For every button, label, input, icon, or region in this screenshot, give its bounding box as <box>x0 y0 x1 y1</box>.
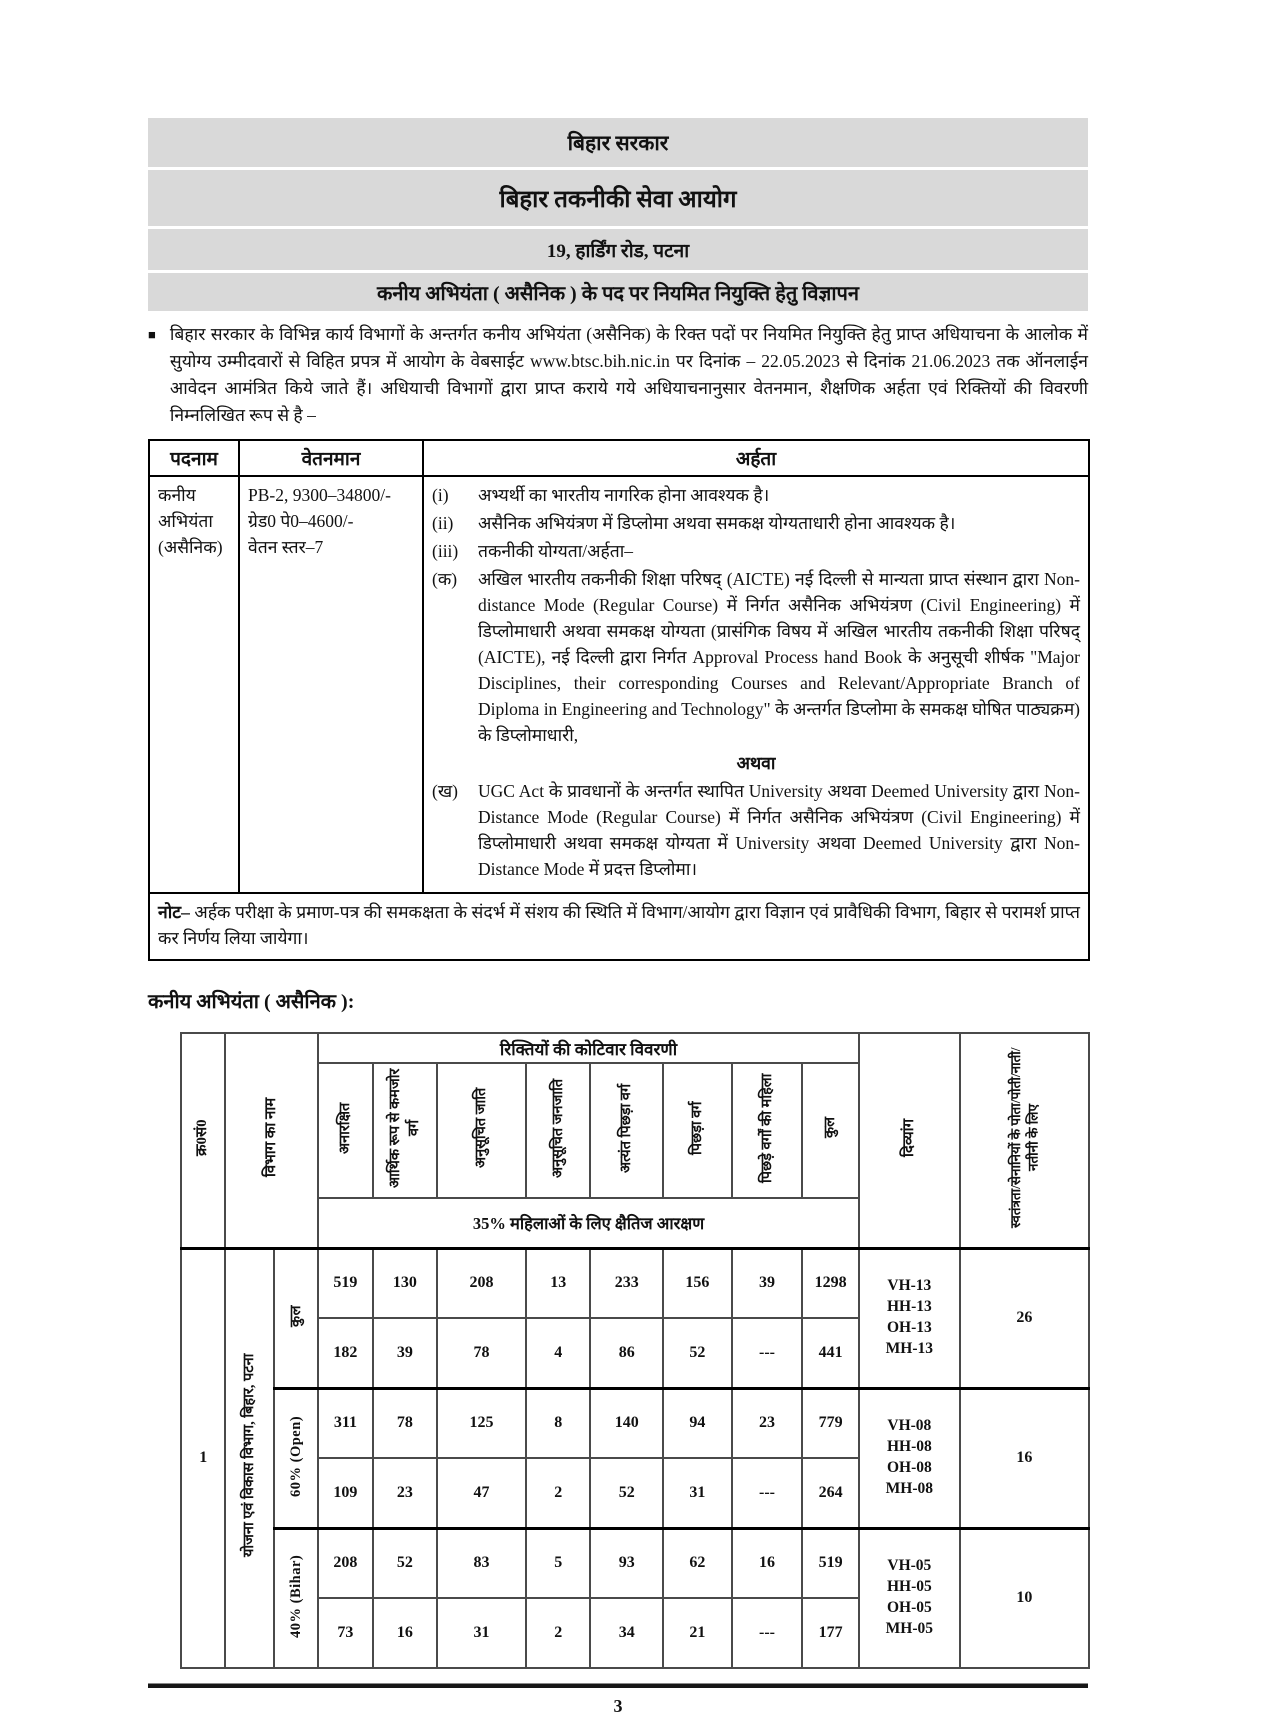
vacancy-cell: 47 <box>437 1458 526 1528</box>
item-text: UGC Act के प्रावधानों के अन्तर्गत स्थापित University अथवा Deemed University द्वारा Non-Distance Mode (Regular Course) में निर्गत असैनिक अभियंत्रण (Civil Engineering) में डिप्लोमाधारी अथवा समकक्ष योग्यता में University अथवा Deemed University द्वारा Non-Distance Mode में प्रदत्त डिप्लोमा। <box>478 781 1080 879</box>
serial-column-header: क्र0सं0 <box>181 1033 225 1248</box>
freedom-fighter-column-header: स्वतंत्रता/सेनानियों के पोता/पोती/नाती/नतीनी के लिए <box>960 1033 1089 1248</box>
vacancy-cell: 23 <box>732 1388 803 1458</box>
vacancy-cell: 23 <box>373 1458 438 1528</box>
category-header-ebc: अत्यंत पिछड़ा वर्ग <box>590 1063 663 1198</box>
pay-line: PB-2, 9300–34800/- <box>248 485 391 505</box>
vacancy-cell: 779 <box>802 1388 859 1458</box>
group-label-cell: 60% (Open) <box>274 1388 318 1528</box>
vacancy-cell: 62 <box>663 1528 732 1598</box>
qualification-header-row <box>149 440 1089 476</box>
vacancy-cell: 177 <box>802 1598 859 1668</box>
vacancy-cell: 2 <box>526 1598 591 1668</box>
divyang-cell: VH-08 HH-08 OH-08 MH-08 <box>859 1388 960 1528</box>
column-header-eligibility: अर्हता <box>423 440 1089 476</box>
vacancy-cell: 519 <box>318 1248 372 1318</box>
eligibility-item <box>432 510 1080 536</box>
vacancy-cell: 94 <box>663 1388 732 1458</box>
intro-section <box>148 321 1088 429</box>
department-cell: योजना एवं विकास विभाग, बिहार, पटना <box>225 1248 273 1668</box>
eligibility-item <box>432 482 1080 508</box>
item-label: (iii) <box>432 541 459 561</box>
table-row <box>181 1248 1089 1318</box>
note-label: नोट– <box>158 902 190 922</box>
or-separator: अथवा <box>736 753 776 773</box>
column-header-pay: वेतनमान <box>239 440 423 476</box>
item-label: (क) <box>432 569 458 589</box>
note-text: अर्हक परीक्षा के प्रमाण-पत्र की समकक्षता के संदर्भ में संशय की स्थिति में विभाग/आयोग द्वारा विज्ञान एवं प्रावैधिकी विभाग, बिहार से परामर्श प्राप्त कर निर्णय लिया जायेगा। <box>158 902 1080 948</box>
vacancy-cell: 182 <box>318 1318 372 1388</box>
vacancy-header-row-1 <box>181 1033 1089 1063</box>
eligibility-cell <box>423 476 1089 893</box>
vacancy-cell: 5 <box>526 1528 591 1598</box>
eligibility-item <box>432 778 1080 882</box>
vacancy-cell: 208 <box>318 1528 372 1598</box>
vacancy-cell: 83 <box>437 1528 526 1598</box>
square-bullet-icon: ■ <box>148 327 156 342</box>
divyang-cell: VH-05 HH-05 OH-05 MH-05 <box>859 1528 960 1668</box>
note-row <box>149 893 1089 960</box>
eligibility-item <box>432 538 1080 564</box>
vacancy-cell: 21 <box>663 1598 732 1668</box>
vacancy-cell: 8 <box>526 1388 591 1458</box>
vacancy-cell: 93 <box>590 1528 663 1598</box>
vacancy-cell: 52 <box>373 1528 438 1598</box>
section-heading: कनीय अभियंता ( असैनिक ): <box>148 991 355 1013</box>
category-header-total: कुल <box>802 1063 859 1198</box>
advertisement-title: कनीय अभियंता ( असैनिक ) के पद पर नियमित नियुक्ति हेतु विज्ञापन <box>148 273 1088 311</box>
commission-title: बिहार तकनीकी सेवा आयोग <box>148 170 1088 226</box>
pay-scale-cell <box>239 476 423 893</box>
vacancy-cell: 16 <box>732 1528 803 1598</box>
vacancy-cell: 73 <box>318 1598 372 1668</box>
intro-paragraph: बिहार सरकार के विभिन्न कार्य विभागों के अन्तर्गत कनीय अभियंता (असैनिक) के रिक्त पदों पर नियमित नियुक्ति हेतु प्राप्त अधियाचना के आलोक में सुयोग्य उम्मीदवारों से विहित प्रपत्र में आयोग के वेबसाईट www.btsc.bih.nic.in पर दिनांक – 22.05.2023 से दिनांक 21.06.2023 तक ऑनलाईन आवेदन आमंत्रित किये जाते हैं। अधियाची विभागों द्वारा प्राप्त कराये गये अधियाचनानुसार वेतनमान, शैक्षणिक अर्हता एवं रिक्तियों की विवरणी निम्नलिखित रूप से है – <box>169 324 1088 425</box>
vacancy-cell: --- <box>732 1458 803 1528</box>
document-header <box>148 118 1088 311</box>
table-row <box>181 1528 1089 1598</box>
vacancy-cell: 4 <box>526 1318 591 1388</box>
vacancy-cell: 86 <box>590 1318 663 1388</box>
vacancy-cell: 125 <box>437 1388 526 1458</box>
vacancy-cell: 233 <box>590 1248 663 1318</box>
category-header-st: अनुसूचित जनजाति <box>526 1063 591 1198</box>
eligibility-item <box>432 566 1080 748</box>
item-text: अभ्यर्थी का भारतीय नागरिक होना आवश्यक है। <box>478 485 770 505</box>
category-header-ews: आर्थिक रूप से कमजोर वर्ग <box>373 1063 438 1198</box>
category-header-bc-women: पिछड़े वर्गों की महिला <box>732 1063 803 1198</box>
group-label-cell: 40% (Bihar) <box>274 1528 318 1668</box>
document-page <box>148 0 1088 1717</box>
note-cell <box>149 893 1089 960</box>
category-span-header: रिक्तियों की कोटिवार विवरणी <box>318 1033 859 1063</box>
vacancy-cell: 1298 <box>802 1248 859 1318</box>
vacancy-cell: 39 <box>373 1318 438 1388</box>
item-text: असैनिक अभियंत्रण में डिप्लोमा अथवा समकक्ष योग्यताधारी होना आवश्यक है। <box>478 513 956 533</box>
divyang-cell: VH-13 HH-13 OH-13 MH-13 <box>859 1248 960 1388</box>
category-header-bc: पिछड़ा वर्ग <box>663 1063 732 1198</box>
vacancy-cell: 52 <box>663 1318 732 1388</box>
vacancy-cell: 264 <box>802 1458 859 1528</box>
vacancy-cell: 39 <box>732 1248 803 1318</box>
vacancy-cell: 13 <box>526 1248 591 1318</box>
vacancy-cell: 519 <box>802 1528 859 1598</box>
freedom-fighter-cell: 10 <box>960 1528 1089 1668</box>
pay-line: वेतन स्तर–7 <box>248 537 324 557</box>
department-column-header: विभाग का नाम <box>225 1033 318 1248</box>
vacancy-table <box>180 1032 1090 1669</box>
group-label-cell: कुल <box>274 1248 318 1388</box>
item-label: (ख) <box>432 781 458 801</box>
vacancy-cell: 52 <box>590 1458 663 1528</box>
address-line: 19, हार्डिंग रोड, पटना <box>148 229 1088 270</box>
item-text: अखिल भारतीय तकनीकी शिक्षा परिषद् (AICTE) नई दिल्ली से मान्यता प्राप्त संस्थान द्वारा Non-distance Mode (Regular Course) में निर्गत असैनिक अभियंत्रण (Civil Engineering) में डिप्लोमाधारी अथवा समकक्ष योग्यता (प्रासंगिक विषय में अखिल भारतीय तकनीकी शिक्षा परिषद् (AICTE), नई दिल्ली द्वारा निर्गत Approval Process hand Book के अनुसूची शीर्षक "Major Disciplines, their corresponding Courses and Relevant/Appropriate Branch of Diploma in Engineering and Technology" के अन्तर्गत डिप्लोमा के समकक्ष घोषित पाठ्यक्रम) के डिप्लोमाधारी, <box>478 569 1080 745</box>
vacancy-cell: 208 <box>437 1248 526 1318</box>
qualification-table <box>148 439 1090 961</box>
pay-line: ग्रेड0 पे0–4600/- <box>248 511 354 531</box>
vacancy-cell: 2 <box>526 1458 591 1528</box>
vacancy-cell: 78 <box>437 1318 526 1388</box>
serial-cell: 1 <box>181 1248 225 1668</box>
column-header-post: पदनाम <box>149 440 239 476</box>
vacancy-cell: 311 <box>318 1388 372 1458</box>
freedom-fighter-cell: 16 <box>960 1388 1089 1528</box>
vacancy-cell: 31 <box>437 1598 526 1668</box>
qualification-data-row <box>149 476 1089 893</box>
category-header-ur: अनारक्षित <box>318 1063 372 1198</box>
vacancy-cell: 34 <box>590 1598 663 1668</box>
post-name-cell: कनीय अभियंता (असैनिक) <box>149 476 239 893</box>
category-header-sc: अनुसूचित जाति <box>437 1063 526 1198</box>
item-label: (ii) <box>432 513 454 533</box>
vacancy-cell: 109 <box>318 1458 372 1528</box>
divyang-column-header: दिव्यांग <box>859 1033 960 1248</box>
vacancy-cell: 78 <box>373 1388 438 1458</box>
page-bottom-rule <box>148 1683 1088 1688</box>
women-reservation-note: 35% महिलाओं के लिए क्षैतिज आरक्षण <box>318 1198 859 1248</box>
item-label: (i) <box>432 485 449 505</box>
vacancy-cell: 16 <box>373 1598 438 1668</box>
vacancy-cell: 441 <box>802 1318 859 1388</box>
page-number: 3 <box>613 1696 623 1716</box>
table-row <box>181 1388 1089 1458</box>
vacancy-cell: --- <box>732 1598 803 1668</box>
vacancy-cell: 130 <box>373 1248 438 1318</box>
vacancy-cell: --- <box>732 1318 803 1388</box>
vacancy-cell: 140 <box>590 1388 663 1458</box>
vacancy-cell: 156 <box>663 1248 732 1318</box>
government-title: बिहार सरकार <box>148 118 1088 167</box>
freedom-fighter-cell: 26 <box>960 1248 1089 1388</box>
vacancy-cell: 31 <box>663 1458 732 1528</box>
item-text: तकनीकी योग्यता/अर्हता– <box>478 541 634 561</box>
